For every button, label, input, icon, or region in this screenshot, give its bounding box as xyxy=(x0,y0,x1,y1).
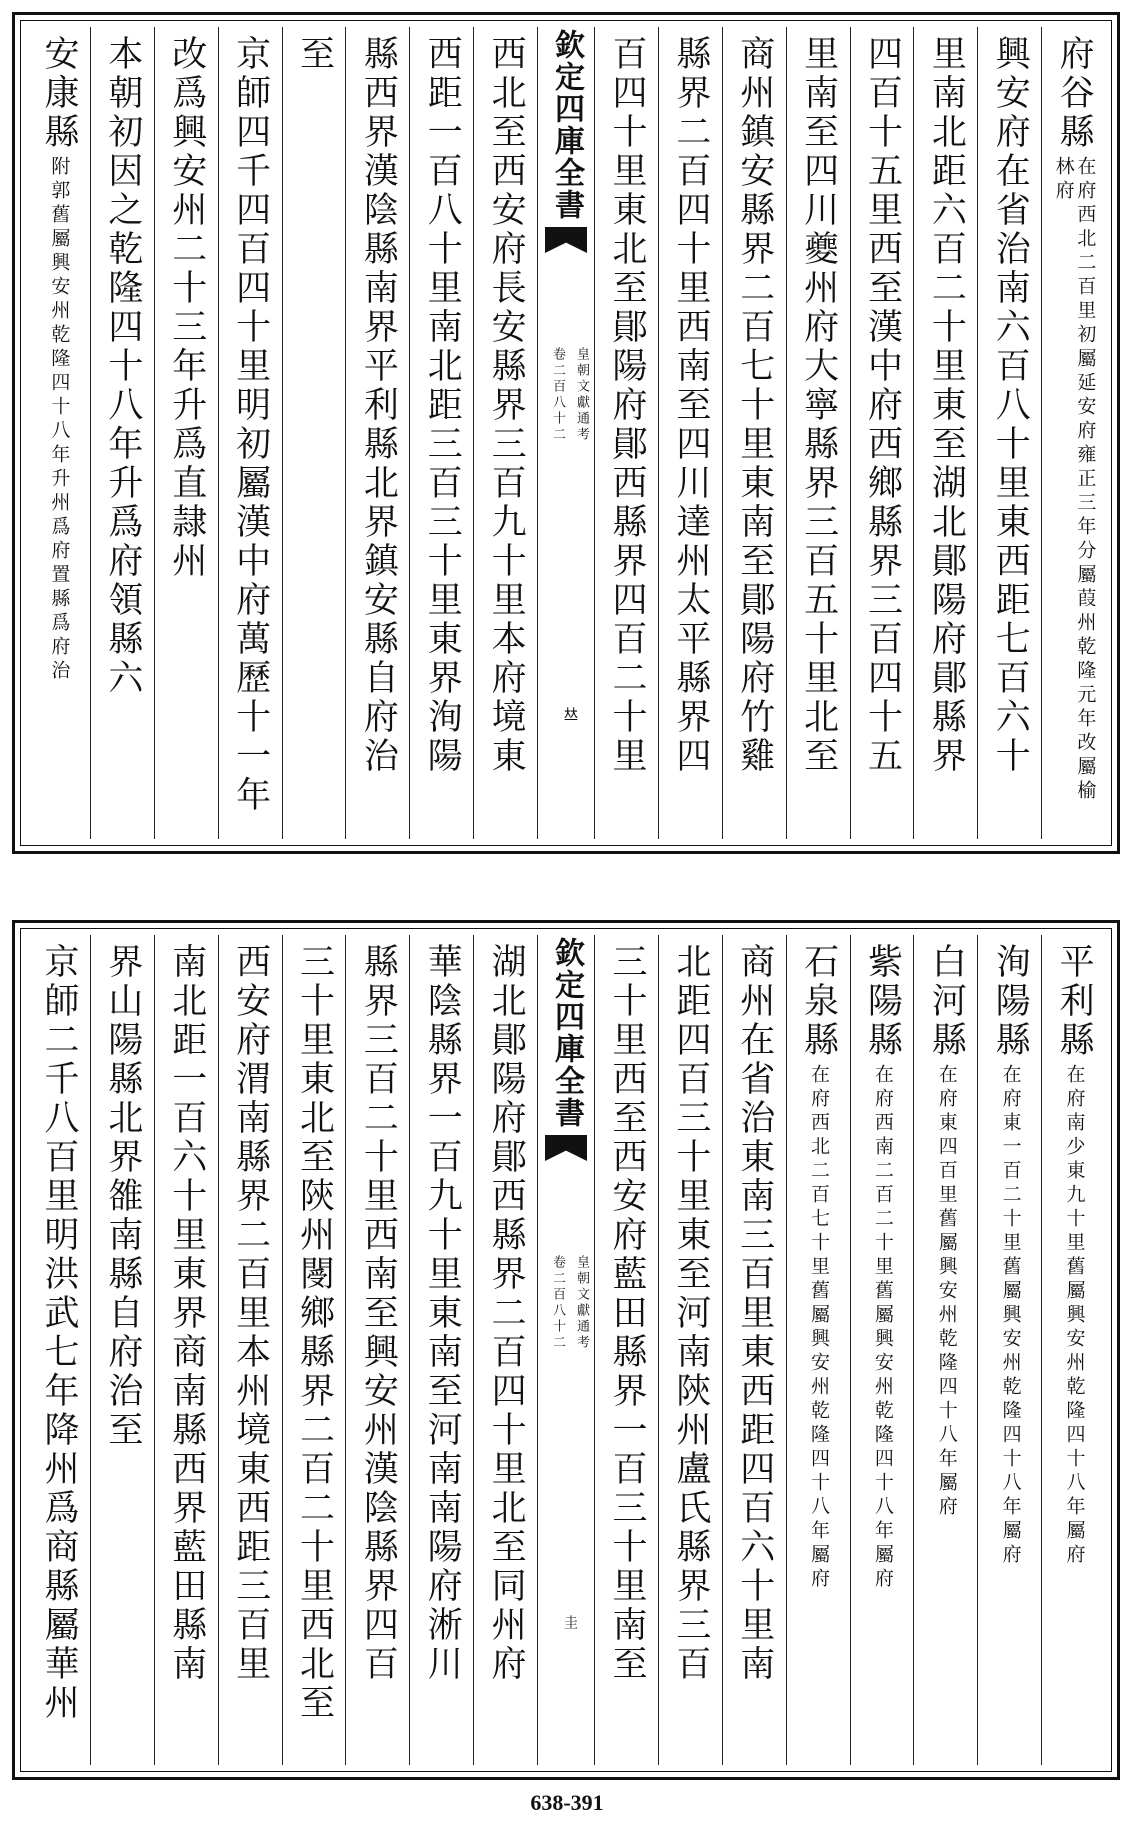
text-column xyxy=(851,27,915,839)
column-text: 四百十五里西至漢中府西鄉縣界三百四十五 xyxy=(862,35,903,776)
entry-heading-group xyxy=(862,943,903,1592)
spine-volume: 卷二百八十二 xyxy=(550,1255,565,1351)
text-column xyxy=(474,27,538,839)
column-text: 本朝初因之乾隆四十八年升爲府領縣六 xyxy=(102,35,143,698)
column-text: 縣界二百四十里西南至四川達州太平縣界四 xyxy=(670,35,711,776)
annotation-note: 在府西北二百里初屬延安府雍正三年分屬葭州乾隆元年改屬榆林府 xyxy=(1052,156,1097,804)
text-column xyxy=(978,27,1042,839)
county-name: 平利縣 xyxy=(1054,943,1095,1060)
column-text: 興安府在省治南六百八十里東西距七百六十 xyxy=(990,35,1031,776)
spine-folio: 圭 xyxy=(562,1615,578,1629)
entry-heading-group xyxy=(1054,943,1095,1568)
annotation-note: 附郭舊屬興安州乾隆四十八年升州爲府置縣爲府治 xyxy=(48,156,71,684)
text-column xyxy=(851,935,915,1765)
entry-heading-group xyxy=(38,35,79,684)
county-name: 白河縣 xyxy=(926,943,967,1060)
text-column xyxy=(283,27,347,839)
text-column xyxy=(346,935,410,1765)
column-text: 西北至西安府長安縣界三百九十里本府境東 xyxy=(486,35,527,776)
text-column xyxy=(914,935,978,1765)
text-column xyxy=(723,27,787,839)
column-text: 商州鎮安縣界二百七十里東南至鄖陽府竹雞 xyxy=(734,35,775,776)
column-text: 西安府渭南縣界二百里本州境東西距三百里 xyxy=(230,943,271,1684)
text-column xyxy=(410,27,474,839)
text-column xyxy=(91,935,155,1765)
county-name: 安康縣 xyxy=(38,35,79,152)
column-text: 西距一百八十里南北距三百三十里東界洵陽 xyxy=(422,35,463,776)
text-column xyxy=(538,27,595,839)
top-page xyxy=(12,12,1120,854)
column-text: 三十里西至西安府藍田縣界一百三十里南至 xyxy=(606,943,647,1684)
entry-heading-group xyxy=(798,943,839,1592)
text-column xyxy=(155,27,219,839)
column-text: 商州在省治東南三百里東西距四百六十里南 xyxy=(734,943,775,1684)
spine-title: 欽定四庫全書 xyxy=(549,937,584,1129)
fishtail-mark-icon xyxy=(545,227,587,263)
text-column xyxy=(723,935,787,1765)
annotation-note: 在府西北二百七十里舊屬興安州乾隆四十八年屬府 xyxy=(807,1064,830,1592)
text-column xyxy=(346,27,410,839)
annotation-note: 在府東一百二十里舊屬興安州乾隆四十八年屬府 xyxy=(999,1064,1022,1568)
spine-title: 欽定四庫全書 xyxy=(549,29,584,221)
text-column xyxy=(219,935,283,1765)
column-text: 三十里東北至陝州閿鄉縣界二百二十里西北至 xyxy=(294,943,335,1723)
entry-heading-group xyxy=(1052,35,1096,816)
column-text: 京師四千四百四十里明初屬漢中府萬歷十一年 xyxy=(230,35,271,815)
center-spine xyxy=(538,27,594,839)
spine-folio: 𠀤 xyxy=(562,707,578,721)
column-text: 華陰縣界一百九十里東南至河南南陽府淅川 xyxy=(422,943,463,1684)
text-column xyxy=(914,27,978,839)
column-text: 里南至四川夔州府大寧縣界三百五十里北至 xyxy=(798,35,839,776)
county-name: 府谷縣 xyxy=(1054,35,1095,152)
text-column xyxy=(595,935,659,1765)
text-column xyxy=(219,27,283,839)
spine-volume: 卷二百八十二 xyxy=(550,347,565,443)
page-number: 638-391 xyxy=(530,1790,604,1815)
text-column xyxy=(155,935,219,1765)
county-name: 紫陽縣 xyxy=(862,943,903,1060)
spine-book-title: 皇朝文獻通考 xyxy=(574,347,589,443)
bottom-text-columns xyxy=(27,935,1105,1765)
text-column xyxy=(27,935,91,1765)
column-text: 北距四百三十里東至河南陝州盧氏縣界三百 xyxy=(670,943,711,1684)
text-column xyxy=(787,935,851,1765)
text-column xyxy=(410,935,474,1765)
column-text: 縣西界漢陰縣南界平利縣北界鎮安縣自府治 xyxy=(358,35,399,776)
text-column xyxy=(474,935,538,1765)
text-column xyxy=(1042,27,1105,839)
column-text: 改爲興安州二十三年升爲直隷州 xyxy=(166,35,207,581)
column-text: 京師二千八百里明洪武七年降州爲商縣屬華州 xyxy=(38,943,79,1723)
text-column xyxy=(538,935,595,1765)
text-column xyxy=(27,27,91,839)
column-text: 南北距一百六十里東界商南縣西界藍田縣南 xyxy=(166,943,207,1684)
annotation-note: 在府東四百里舊屬興安州乾隆四十八年屬府 xyxy=(935,1064,958,1520)
column-text: 界山陽縣北界雒南縣自府治至 xyxy=(102,943,143,1450)
text-column xyxy=(659,27,723,839)
county-name: 洵陽縣 xyxy=(990,943,1031,1060)
center-spine xyxy=(538,935,594,1765)
fishtail-mark-icon xyxy=(545,1135,587,1171)
text-column xyxy=(659,935,723,1765)
entry-heading-group xyxy=(990,943,1031,1568)
entry-heading-group xyxy=(926,943,967,1520)
annotation-note: 在府西南二百二十里舊屬興安州乾隆四十八年屬府 xyxy=(871,1064,894,1592)
column-text: 百四十里東北至鄖陽府鄖西縣界四百二十里 xyxy=(606,35,647,776)
text-column xyxy=(787,27,851,839)
column-text: 縣界三百二十里西南至興安州漢陰縣界四百 xyxy=(358,943,399,1684)
top-text-columns xyxy=(27,27,1105,839)
text-column xyxy=(978,935,1042,1765)
column-text: 里南北距六百二十里東至湖北鄖陽府鄖縣界 xyxy=(926,35,967,776)
column-text: 湖北鄖陽府鄖西縣界二百四十里北至同州府 xyxy=(486,943,527,1684)
text-column xyxy=(595,27,659,839)
text-column xyxy=(283,935,347,1765)
text-column xyxy=(1042,935,1105,1765)
spine-book-title: 皇朝文獻通考 xyxy=(574,1255,589,1351)
text-column xyxy=(91,27,155,839)
column-text: 至 xyxy=(294,35,335,74)
county-name: 石泉縣 xyxy=(798,943,839,1060)
annotation-note: 在府南少東九十里舊屬興安州乾隆四十八年屬府 xyxy=(1063,1064,1086,1568)
bottom-page xyxy=(12,920,1120,1780)
